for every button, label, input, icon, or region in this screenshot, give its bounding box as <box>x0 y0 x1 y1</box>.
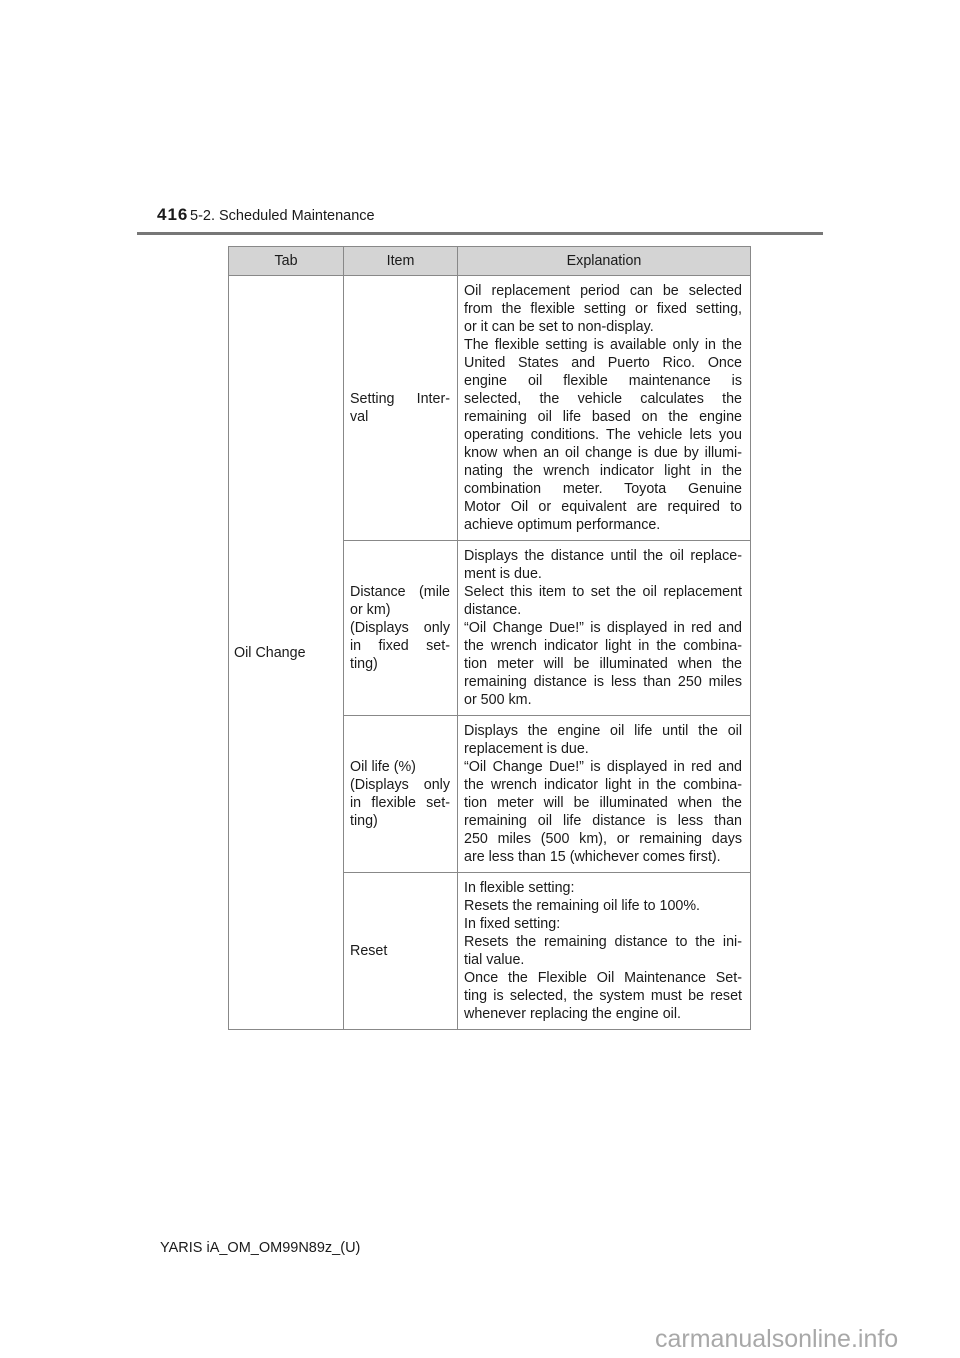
column-header-explanation: Explanation <box>458 247 751 276</box>
text-line: Setting Inter- <box>350 391 450 407</box>
text-line: In flexible setting: <box>464 880 575 896</box>
text-line: engine oil flexible maintenance is <box>464 373 742 389</box>
explanation-cell <box>458 873 751 1030</box>
text-line: or 500 km. <box>464 692 532 708</box>
text-line: Once the Flexible Oil Maintenance Set- <box>464 970 742 986</box>
text-line: val <box>350 409 369 425</box>
text-line: the wrench indicator light in the combina- <box>464 638 742 654</box>
text-line: nating the wrench indicator light in the <box>464 463 742 479</box>
item-cell <box>344 716 458 873</box>
text-line: Oil life (%) <box>350 759 416 775</box>
text-line: remaining oil life distance is less than <box>464 813 742 829</box>
explanation-cell <box>458 541 751 716</box>
item-cell <box>344 541 458 716</box>
text-line: (Displays only <box>350 620 450 636</box>
header-rule <box>137 232 823 235</box>
item-cell <box>344 873 458 1030</box>
text-line: Resets the remaining distance to the ini- <box>464 934 742 950</box>
text-line: from the flexible setting or fixed setting, <box>464 301 742 317</box>
text-line: Select this item to set the oil replacement <box>464 584 742 600</box>
item-cell <box>344 276 458 541</box>
text-line: the wrench indicator light in the combina- <box>464 777 742 793</box>
text-line: remaining distance is less than 250 miles <box>464 674 742 690</box>
text-line: ment is due. <box>464 566 542 582</box>
text-line: whenever replacing the engine oil. <box>464 1006 681 1022</box>
text-line: ting is selected, the system must be reset <box>464 988 742 1004</box>
text-line: selected, the vehicle calculates the <box>464 391 742 407</box>
text-line: (Displays only <box>350 777 450 793</box>
text-line: tion meter will be illuminated when the <box>464 656 742 672</box>
text-line: tion meter will be illuminated when the <box>464 795 742 811</box>
text-line: “Oil Change Due!” is displayed in red and <box>464 759 742 775</box>
text-line: or it can be set to non-display. <box>464 319 654 335</box>
explanation-cell <box>458 716 751 873</box>
text-line: in flexible set- <box>350 795 450 811</box>
text-line: ting) <box>350 813 378 829</box>
text-line: Oil replacement period can be selected <box>464 283 742 299</box>
text-line: Distance (mile <box>350 584 450 600</box>
text-line: know when an oil change is due by illumi- <box>464 445 742 461</box>
text-line: The flexible setting is available only in the <box>464 337 742 353</box>
text-line: tial value. <box>464 952 525 968</box>
text-line: United States and Puerto Rico. Once <box>464 355 742 371</box>
text-line: Displays the distance until the oil replace- <box>464 548 742 564</box>
document-id: YARIS iA_OM_OM99N89z_(U) <box>160 1240 361 1256</box>
text-line: Reset <box>350 943 388 959</box>
page-number: 416 <box>157 205 189 224</box>
text-line: achieve optimum performance. <box>464 517 661 533</box>
tab-cell: Oil Change <box>229 276 344 1030</box>
text-line: replacement is due. <box>464 741 589 757</box>
table-header-row <box>229 247 751 276</box>
text-line: In fixed setting: <box>464 916 561 932</box>
text-line: distance. <box>464 602 522 618</box>
text-line: are less than 15 (whichever comes first). <box>464 849 721 865</box>
column-header-item: Item <box>344 247 458 276</box>
oil-change-table <box>228 246 751 1030</box>
explanation-cell <box>458 276 751 541</box>
text-line: Motor Oil or equivalent are required to <box>464 499 742 515</box>
text-line: ting) <box>350 656 378 672</box>
table-row <box>229 276 751 541</box>
text-line: or km) <box>350 602 391 618</box>
text-line: Displays the engine oil life until the oil <box>464 723 742 739</box>
watermark: carmanualsonline.info <box>655 1325 899 1353</box>
text-line: Resets the remaining oil life to 100%. <box>464 898 701 914</box>
text-line: in fixed set- <box>350 638 450 654</box>
text-line: combination meter. Toyota Genuine <box>464 481 742 497</box>
text-line: “Oil Change Due!” is displayed in red and <box>464 620 742 636</box>
section-title: 5-2. Scheduled Maintenance <box>190 208 375 224</box>
text-line: 250 miles (500 km), or remaining days <box>464 831 742 847</box>
text-line: operating conditions. The vehicle lets you <box>464 427 742 443</box>
text-line: remaining oil life based on the engine <box>464 409 742 425</box>
column-header-tab: Tab <box>229 247 344 276</box>
